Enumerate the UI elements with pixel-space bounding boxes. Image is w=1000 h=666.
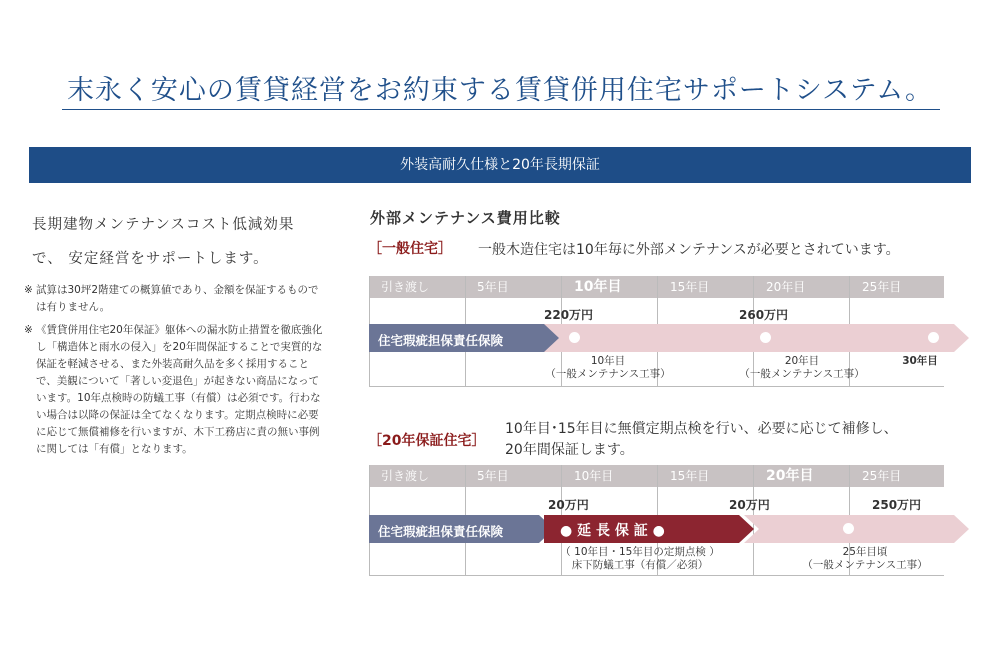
- warranty-header-year10: 10年目: [574, 469, 614, 483]
- warranty-header-year25: 25年目: [862, 469, 902, 483]
- event-year: 20年目: [784, 355, 820, 367]
- general-house-description: 一般木造住宅は10年毎に外部メンテナンスが必要とされています。: [478, 242, 900, 258]
- warranty-desc-line-1: 10年目･15年目に無償定期点検を行い、必要に応じて補修し、: [505, 421, 898, 437]
- general-house-tag: ［一般住宅］: [368, 241, 452, 257]
- general-header-handover: 引き渡し: [381, 280, 430, 294]
- general-header-year20: 20年目: [766, 280, 806, 294]
- general-year20-marker: [760, 332, 771, 343]
- section-band-title: 外装高耐久仕様と20年長期保証: [400, 157, 600, 173]
- general-amount-year20: 260万円: [739, 308, 789, 322]
- lead-line-1: 長期建物メンテナンスコスト低減効果: [32, 217, 295, 233]
- general-event-year10: [538, 355, 678, 381]
- event-desc: （一般メンテナンス工事）: [802, 559, 928, 571]
- warranty-amount-year20: 20万円: [729, 498, 770, 512]
- warranty-maintenance-bar: [744, 515, 969, 543]
- event-desc: 床下防蟻工事（有償／必須）: [571, 559, 709, 571]
- warranty-amount-year10: 20万円: [548, 498, 589, 512]
- general-amount-year10: 220万円: [544, 308, 594, 322]
- headline-divider: [62, 109, 940, 110]
- general-event-year20: [732, 355, 872, 381]
- warranty-header-handover: 引き渡し: [381, 469, 430, 483]
- event-desc: （一般メンテナンス工事）: [545, 368, 671, 380]
- general-header-year5: 5年目: [477, 280, 509, 294]
- lead-text: [32, 208, 342, 276]
- warranty-header-year15: 15年目: [670, 469, 710, 483]
- warranty-desc-line-2: 20年間保証します。: [505, 442, 634, 458]
- footnote-mark: ※: [24, 324, 33, 336]
- warranty-amount-year25: 250万円: [872, 498, 922, 512]
- general-header-year10: 10年目: [574, 279, 622, 295]
- event-year: 25年目頃: [842, 546, 888, 558]
- warranty-year25-marker: [843, 523, 854, 534]
- comparison-title: 外部メンテナンス費用比較: [370, 209, 561, 227]
- grid-line: [369, 575, 944, 576]
- page-headline: 末永く安心の賃貸経営をお約束する賃貸併用住宅サポートシステム。: [66, 75, 934, 106]
- footnote-1: [24, 282, 329, 316]
- general-maintenance-bar: [544, 324, 969, 352]
- warranty-header-year5: 5年目: [477, 469, 509, 483]
- event-desc: （ 10年目・15年目の定期点検 ）: [560, 546, 720, 558]
- general-header-year15: 15年目: [670, 280, 710, 294]
- event-desc: （一般メンテナンス工事）: [739, 368, 865, 380]
- general-header-year25: 25年目: [862, 280, 902, 294]
- warranty-insurance-label: 住宅瑕疵担保責任保険: [378, 524, 504, 539]
- general-event-year30: 30年目: [902, 355, 938, 367]
- warranty-house-description: [505, 419, 898, 461]
- footnote-text: 試算は30坪2階建ての概算値であり、金額を保証するものでは有りません。: [36, 284, 319, 313]
- warranty-house-tag: ［20年保証住宅］: [368, 433, 486, 449]
- footnote-text: 《賃貸併用住宅20年保証》躯体への漏水防止措置を徹底強化し「構造体と雨水の侵入」を20年間保証することで実質的な保証を軽減させる、また外装高耐久品を多く採用することで、美観について「著しい変退色」が起きない商品になっています。10年点検時の防蟻工事（有償）は必須です。行わない場合は以降の保証は全てなくなります。定期点検時に必要に応じて無償補修を行いますが、木下工務店に責の無い事例に関しては「有償」となります。: [36, 324, 323, 455]
- warranty-header-year20: 20年目: [766, 468, 814, 484]
- general-year30-marker: [928, 332, 939, 343]
- extended-warranty-label: ● 延 長 保 証 ●: [560, 523, 665, 539]
- footnote-2: [24, 322, 329, 458]
- footnote-mark: ※: [24, 284, 33, 296]
- lead-line-2: で、 安定経営をサポートします。: [32, 251, 269, 267]
- general-year10-marker: [569, 332, 580, 343]
- general-insurance-label: 住宅瑕疵担保責任保険: [378, 333, 504, 348]
- warranty-event-year25: [790, 546, 940, 572]
- grid-line: [369, 386, 944, 387]
- warranty-event-inspection: [540, 546, 740, 572]
- event-year: 10年目: [590, 355, 626, 367]
